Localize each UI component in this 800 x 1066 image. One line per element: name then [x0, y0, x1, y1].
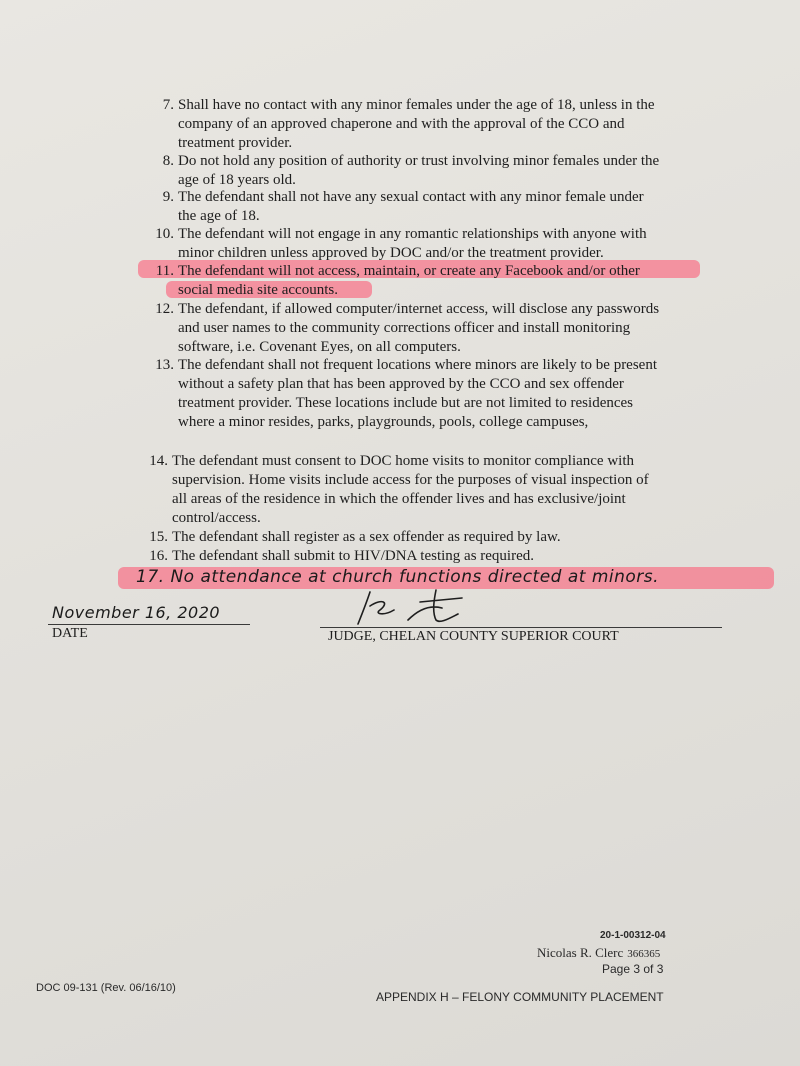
condition-text: treatment provider. These locations include but are not limited to residences — [178, 395, 634, 411]
condition-text: The defendant shall not frequent locations where minors are likely to be present — [178, 357, 658, 373]
condition-9 — [144, 188, 724, 226]
judge-label: JUDGE, CHELAN COUNTY SUPERIOR COURT — [328, 629, 619, 644]
condition-text: The defendant shall register as a sex offender as required by law. — [172, 529, 561, 545]
condition-11 — [144, 262, 724, 300]
condition-text: The defendant will not engage in any romantic relationships with anyone with — [178, 226, 647, 242]
condition-text: without a safety plan that has been approved by the CCO and sex offender — [178, 376, 624, 392]
form-id: DOC 09-131 (Rev. 06/16/10) — [36, 982, 176, 994]
condition-text: software, i.e. Covenant Eyes, on all computers. — [178, 339, 461, 355]
condition-text: all areas of the residence in which the offender lives and has exclusive/joint — [172, 491, 626, 507]
condition-15 — [138, 528, 718, 547]
condition-text: treatment provider. — [178, 135, 293, 151]
appendix-title: APPENDIX H – FELONY COMMUNITY PLACEMENT — [376, 990, 664, 1004]
condition-text: minor children unless approved by DOC and/or the treatment provider. — [178, 245, 604, 261]
condition-10 — [144, 225, 724, 263]
condition-text: age of 18 years old. — [178, 172, 296, 188]
page-number: Page 3 of 3 — [602, 962, 664, 976]
condition-16 — [138, 547, 718, 566]
date-line — [48, 624, 250, 625]
condition-text: where a minor resides, parks, playgrounds, pools, college campuses, — [178, 414, 589, 430]
condition-13 — [144, 356, 724, 432]
clerk-name: Nicolas R. Clerc — [537, 945, 624, 960]
condition-text: The defendant, if allowed computer/internet access, will disclose any passwords — [178, 301, 660, 317]
condition-number: 8. — [162, 153, 174, 169]
condition-text: supervision. Home visits include access for the purposes of visual inspection of — [172, 472, 649, 488]
condition-number: 15. — [149, 529, 168, 545]
condition-number: 16. — [149, 548, 168, 564]
condition-8 — [144, 152, 724, 190]
judge-line — [320, 627, 722, 628]
condition-number: 13. — [155, 357, 174, 373]
condition-text: The defendant will not access, maintain, or create any Facebook and/or other — [178, 263, 640, 279]
condition-number: 11. — [155, 263, 174, 279]
case-number: 20-1-00312-04 — [600, 930, 666, 941]
condition-text: Do not hold any position of authority or trust involving minor females under the — [178, 153, 660, 169]
condition-number: 10. — [155, 226, 174, 242]
condition-7 — [144, 96, 724, 153]
condition-text: The defendant shall submit to HIV/DNA testing as required. — [172, 548, 535, 564]
condition-text: social media site accounts. — [178, 282, 338, 298]
condition-text: and user names to the community corrections officer and install monitoring — [178, 320, 631, 336]
condition-number: 7. — [162, 97, 174, 113]
condition-12 — [144, 300, 724, 357]
condition-text: Shall have no contact with any minor females under the age of 18, unless in the — [178, 97, 655, 113]
condition-14 — [138, 452, 718, 528]
condition-number: 14. — [149, 453, 168, 469]
condition-number: 12. — [155, 301, 174, 317]
judge-signature — [350, 584, 480, 628]
clerk-stamp — [537, 944, 660, 962]
date-handwritten: November 16, 2020 — [52, 603, 221, 622]
handwritten-condition-17: 17. No attendance at church functions directed at minors. — [136, 567, 660, 587]
condition-text: company of an approved chaperone and with the approval of the CCO and — [178, 116, 625, 132]
clerk-number: 366365 — [627, 948, 661, 960]
condition-text: The defendant must consent to DOC home visits to monitor compliance with — [172, 453, 635, 469]
condition-text: the age of 18. — [178, 208, 260, 224]
condition-text: control/access. — [172, 510, 261, 526]
condition-number: 9. — [162, 189, 174, 205]
condition-text: The defendant shall not have any sexual contact with any minor female under — [178, 189, 644, 205]
date-label: DATE — [52, 626, 88, 641]
